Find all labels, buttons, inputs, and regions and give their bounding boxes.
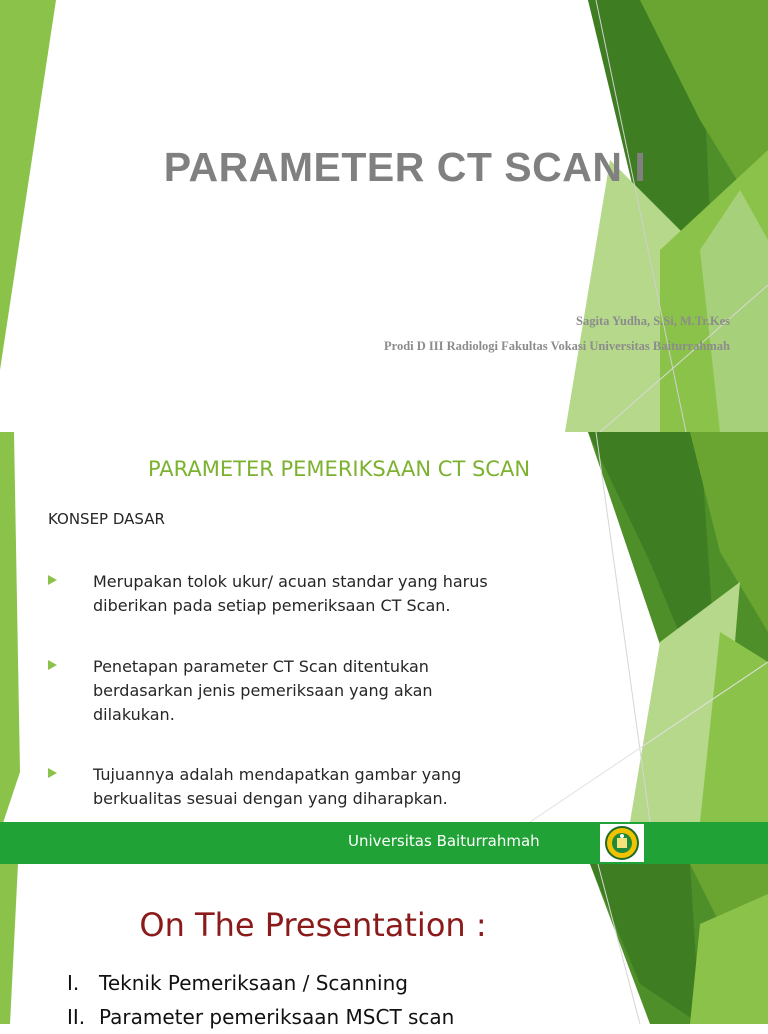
bullet-item <box>48 655 588 727</box>
subheading: KONSEP DASAR <box>48 510 165 528</box>
slide-title: PARAMETER CT SCAN I <box>163 144 647 190</box>
agenda-item-text: Teknik Pemeriksaan / Scanning <box>99 971 408 995</box>
affiliation: Prodi D III Radiologi Fakultas Vokasi Universitas Baiturrahmah <box>383 339 730 353</box>
university-logo-icon <box>600 824 644 862</box>
agenda-item-text: Parameter pemeriksaan MSCT scan <box>99 1005 455 1029</box>
bullet-item <box>48 763 588 811</box>
footer-bar <box>0 822 768 864</box>
title-slide <box>0 0 768 432</box>
agenda-title: On The Presentation : <box>139 906 487 944</box>
bullet-text: Tujuannya adalah mendapatkan gambar yang berkualitas sesuai dengan yang diharapkan. <box>93 765 462 808</box>
green-facet-decoration <box>0 0 768 432</box>
agenda-item-number: I. <box>67 971 80 995</box>
bullet-text: Penetapan parameter CT Scan ditentukan berdasarkan jenis pemeriksaan yang akan dilakukan. <box>93 657 433 724</box>
bullet-item <box>48 570 588 618</box>
triangle-bullet-icon <box>48 575 57 585</box>
agenda-item <box>67 1000 454 1034</box>
section-heading: PARAMETER PEMERIKSAAN CT SCAN <box>147 457 531 481</box>
triangle-bullet-icon <box>48 768 57 778</box>
bullet-text: Merupakan tolok ukur/ acuan standar yang harus diberikan pada setiap pemeriksaan CT Scan. <box>93 572 488 615</box>
footer-university-name: Universitas Baiturrahmah <box>348 832 540 850</box>
agenda-item <box>67 966 454 1000</box>
author-name: Sagita Yudha, S.Si, M.Tr.Kes <box>576 314 730 328</box>
triangle-bullet-icon <box>48 660 57 670</box>
agenda-item-number: II. <box>67 1005 86 1029</box>
